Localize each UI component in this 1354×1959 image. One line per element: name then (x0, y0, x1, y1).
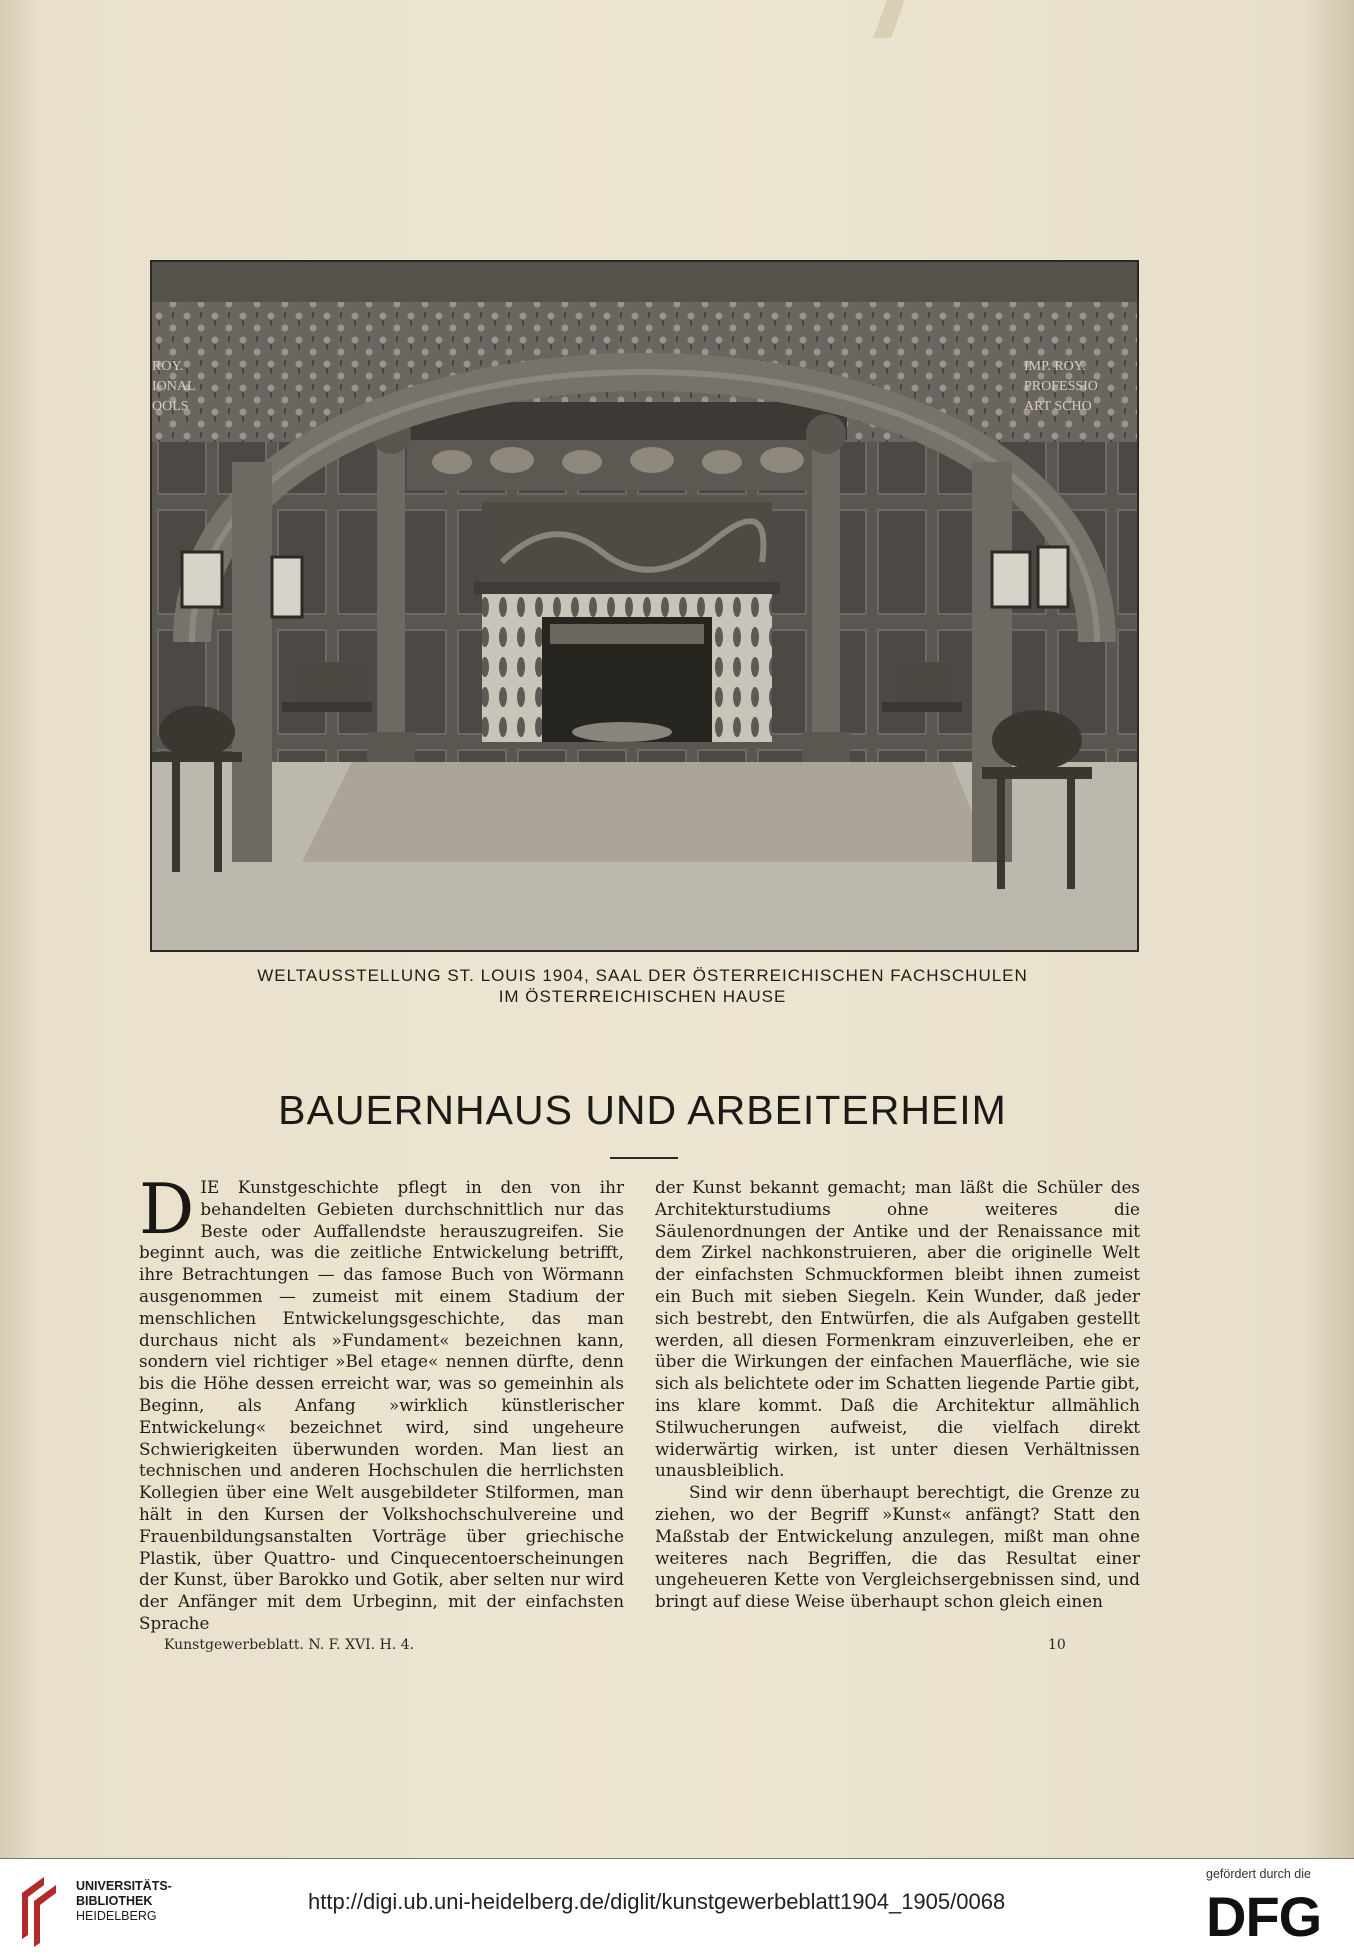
journal-signature: Kunstgewerbeblatt. N. F. XVI. H. 4. (164, 1637, 415, 1653)
exhibition-photograph (150, 260, 1139, 952)
sign-left-line-1: ROY. (152, 359, 184, 374)
permalink-url[interactable]: http://digi.ub.uni-heidelberg.de/diglit/kunstgewerbeblatt1904_1905/0068 (308, 1889, 1006, 1914)
university-library-logo-icon[interactable] (14, 1873, 64, 1947)
digitization-banner (0, 1858, 1354, 1959)
left-column (139, 1170, 624, 1635)
right-paragraph-1: der Kunst bekannt gemacht; man läßt die Schüler des Architekturstudiums ohne weiteres die Säulenordnungen der Antike und der Renaissance mit dem Zirkel nachkonstruieren, aber die originelle Welt der einfachsten Schmuckformen bleibt ihnen zumeist ein Buch mit sieben Siegeln. Kein Wunder, daß jeder sich bestrebt, den Entwürfen, die als Aufgaben gestellt werden, all diesen Formenkram einzuverleiben, ehe er über die Wirkungen der einfachen Mauerfläche, wie sie sich als belichtete oder im Schatten liegende Partie gibt, ins klare kommt. Daß die Architektur allmählich Stilwucherungen aufweist, die vielfach direkt widerwärtig wirken, ist unter diesen Verhältnissen unausbleiblich. (655, 1177, 1140, 1481)
photo-caption (150, 965, 1135, 1007)
title-divider (610, 1157, 678, 1159)
caption-line-1: WELTAUSSTELLUNG ST. LOUIS 1904, SAAL DER ÖSTERREICHISCHEN FACHSCHULEN (257, 966, 1028, 985)
library-name-line-2: BIBLIOTHEK (76, 1894, 153, 1908)
library-name-line-1: UNIVERSITÄTS- (76, 1879, 172, 1893)
sign-left-line-3: OOLS (152, 399, 189, 414)
left-column-text: IE Kunstgeschichte pflegt in den von ihr behandelten Gebieten durchschnittlich nur das Beste oder Auffallendste herauszugreifen. Sie beginnt auch, was die zeitliche Entwickelung betrifft, ihre Betrachtungen — das famose Buch von Wörmann ausgenommen — zumeist mit einem Stadium der menschlichen Entwickelungsgeschichte, das man durchaus nicht als »Fundament« bezeichnen kann, sondern viel richtiger »Bel etage« nennen dürfte, denn bis die Höhe dessen erreicht war, was so gemeinhin als Beginn, als Anfang »wirklich künstlerischer Entwickelung« bezeichnet wird, sind ungeheure Schwierigkeiten überwunden worden. Man liest an technischen und anderen Hochschulen die herrlichsten Kollegien über eine Welt ausgebildeter Stilformen, man hält in den Kursen der Volkshochschulvereine und Frauenbildungsanstalten Vorträge über griechische Plastik, über Quattro- und Cinquecentoerscheinungen der Kunst, über Barokko und Gotik, aber selten nur wird der Anfänger mit dem Urbeginn, mit der einfachsten Sprache (139, 1177, 624, 1633)
paper-fold-mark (873, 0, 905, 38)
library-name[interactable] (76, 1879, 172, 1924)
library-name-line-3: HEIDELBERG (76, 1909, 157, 1923)
fireplace-hall-illustration (152, 262, 1137, 950)
right-column (655, 1177, 1140, 1613)
article-title: BAUERNHAUS UND ARBEITERHEIM (278, 1087, 1007, 1133)
dropcap-letter: D (139, 1170, 195, 1250)
page-number: 10 (1048, 1637, 1066, 1653)
dfg-logo[interactable]: DFG (1206, 1885, 1322, 1948)
sign-right-line-3: ART SCHO (1024, 399, 1092, 414)
sign-right-line-2: PROFESSIO (1024, 379, 1098, 394)
right-paragraph-2: Sind wir denn überhaupt berechtigt, die Grenze zu ziehen, wo der Begriff »Kunst« anfängt? Statt den Maßstab der Entwickelung anzulegen, mißt man ohne weiteres nach Begriffen, die das Resultat einer ungeheueren Kette von Vergleichsergebnissen sind, und bringt auf diese Weise überhaupt schon gleich einen (655, 1482, 1140, 1612)
sign-right-line-1: IMP. ROY. (1024, 359, 1086, 374)
funder-label: gefördert durch die (1206, 1867, 1311, 1881)
caption-line-2: IM ÖSTERREICHISCHEN HAUSE (498, 987, 787, 1006)
left-paragraph (139, 1170, 624, 1635)
sign-left-line-2: IONAL (152, 379, 196, 394)
